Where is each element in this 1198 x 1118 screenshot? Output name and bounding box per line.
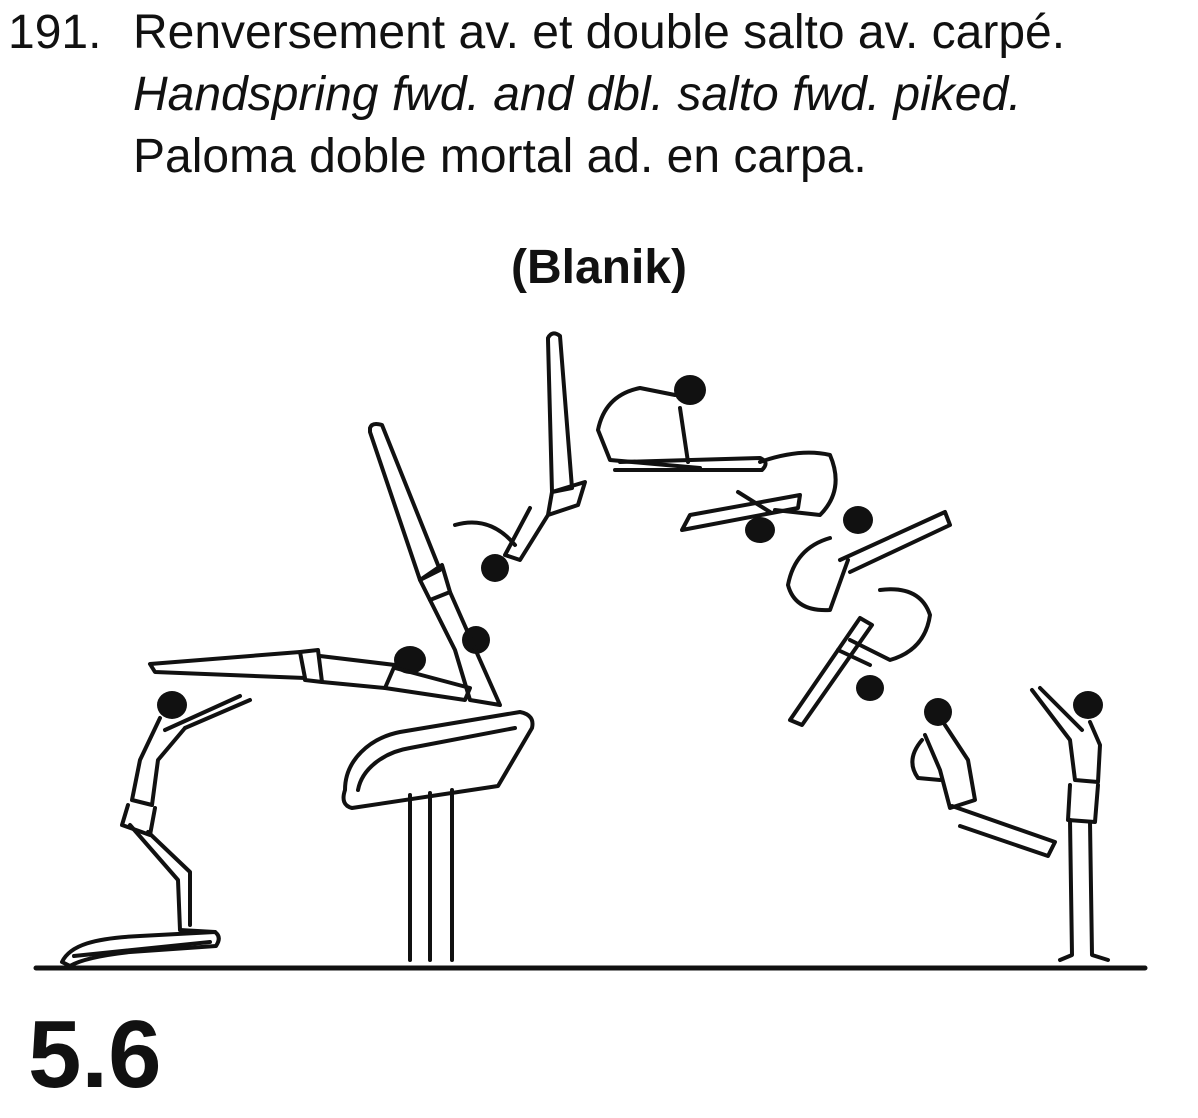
gymnast-repulsion bbox=[455, 333, 585, 582]
gymnast-preflight bbox=[150, 646, 470, 700]
gymnast-salto-1 bbox=[598, 375, 766, 470]
gymnast-takeoff bbox=[122, 691, 250, 932]
gymnast-salto-3 bbox=[788, 506, 950, 610]
vault-table bbox=[344, 712, 533, 960]
element-name-french: Renversement av. et double salto av. carpé. bbox=[133, 6, 1066, 59]
element-name-spanish: Paloma doble mortal ad. en carpa. bbox=[133, 130, 867, 183]
springboard bbox=[62, 932, 219, 966]
gymnast-landing bbox=[1032, 688, 1108, 960]
element-name-english: Handspring fwd. and dbl. salto fwd. piked. bbox=[133, 68, 1022, 121]
gymnast-salto-2 bbox=[682, 453, 836, 543]
gymnast-opening bbox=[912, 698, 1055, 856]
element-number: 191. bbox=[8, 6, 102, 59]
difficulty-value: 5.6 bbox=[28, 1001, 162, 1108]
apparatus-label: (Blanik) bbox=[510, 241, 687, 294]
